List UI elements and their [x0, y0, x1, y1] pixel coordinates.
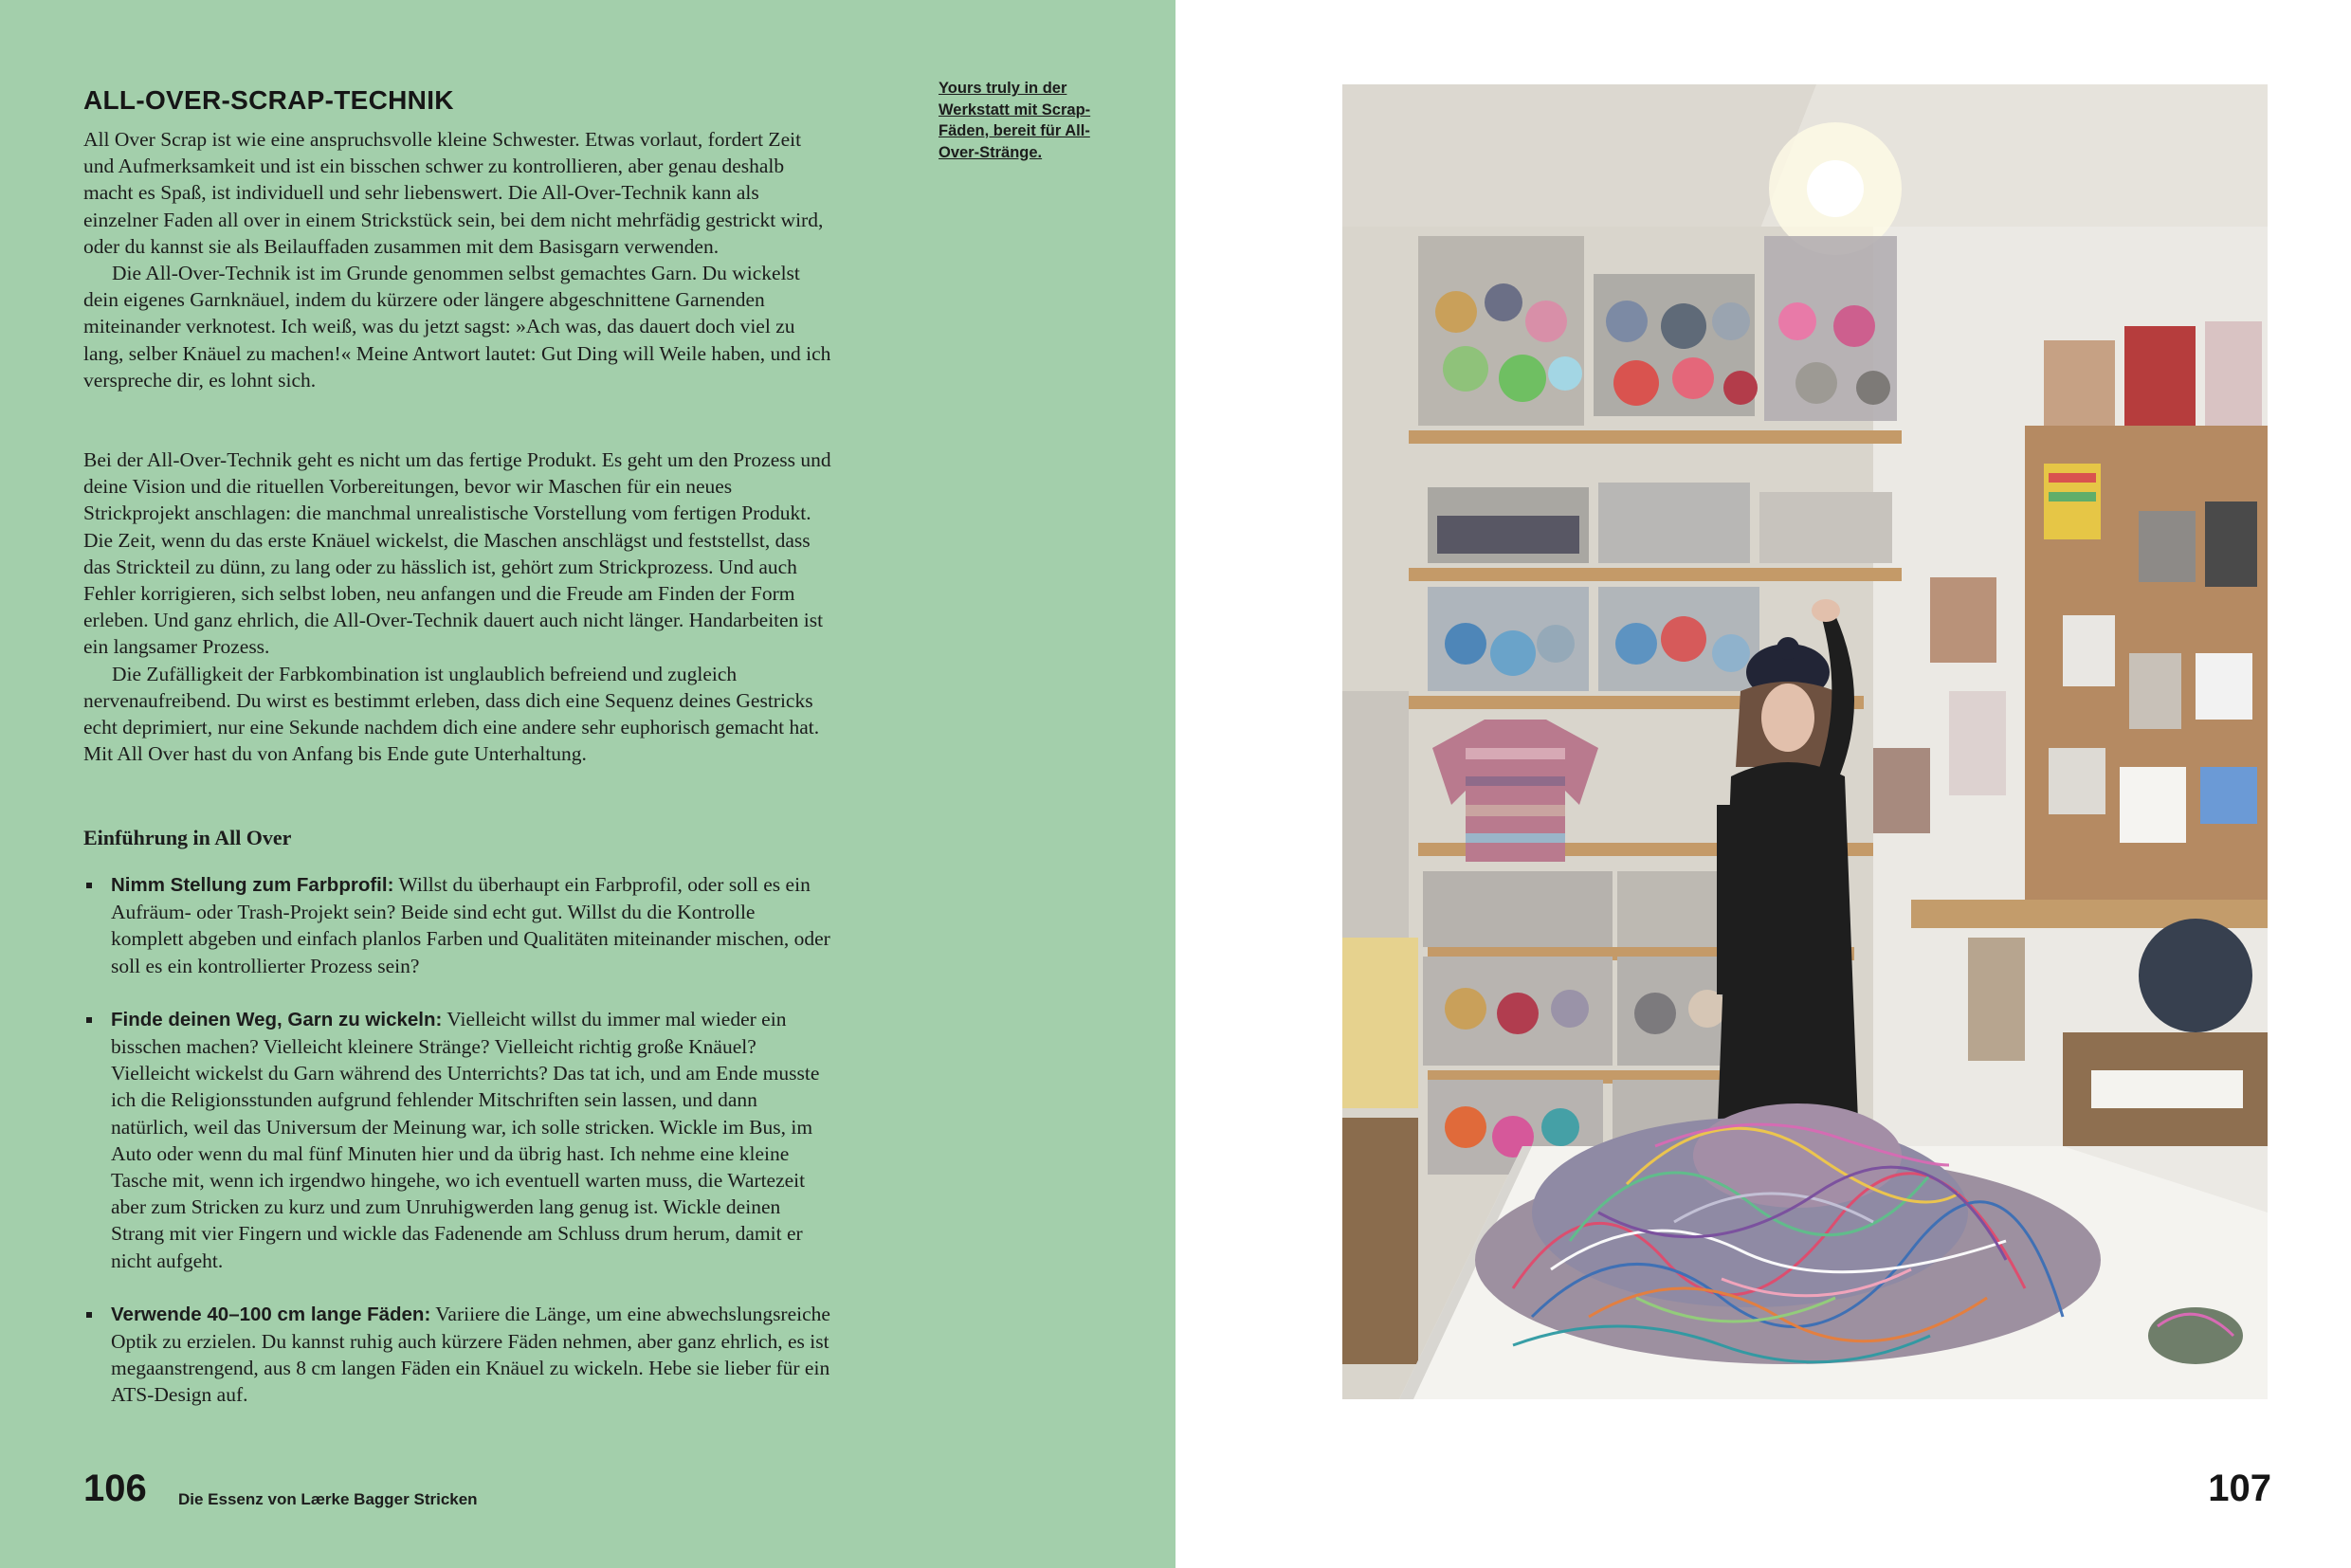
- tip-3-lead: Verwende 40–100 cm lange Fäden:: [111, 1303, 431, 1325]
- photo-caption: Yours truly in der Werkstatt mit Scrap-Fäden, bereit für All-Over-Stränge.: [939, 80, 1091, 161]
- intro-paragraph-1: [83, 126, 832, 260]
- bullet-square-icon: [86, 883, 92, 888]
- tip-2-text: Vielleicht willst du immer mal wieder ein bisschen machen? Vielleicht kleinere Stränge? Vielleicht richtig große Knäuel? Vielleicht wickelst du Garn während des Unterrichts? Das tat ich, und am Ende musste ich die Religionsstunden aufgrund fehlender Mitschriften sein lassen, und dann natürlich, weil das Universum der Meinung war, ich solle stricken. Wickle im Bus, im Auto oder wenn du mal fünf Minuten hier und da übrig hast. Ich nehme eine kleine Tasche mit, wenn ich irgendwo hingehe, wo ich eventuell warten muss, die Wartezeit aber zum Stricken zu kurz und zum Unruhigwerden lang genug ist. Wickle deinen Strang mit vier Fingern und wickle das Fadenende am Schluss drum herum, damit er nicht aufgeht.: [111, 1007, 820, 1272]
- intro-paragraph-2-text: Die All-Over-Technik ist im Grunde genommen selbst gemachtes Garn. Du wickelst dein eigenes Garnknäuel, indem du kürzere oder längere abgeschnittene Garnenden miteinander verknotest. Ich weiß, was du jetzt sagst: »Ach was, das dauert doch viel zu lang, selber Knäuel zu machen!« Meine Antwort lautet: Gut Ding will Weile haben, und ich verspreche dir, es lohnt sich.: [83, 262, 831, 392]
- subheading: Einführung in All Over: [83, 826, 292, 849]
- process-paragraph-2: [83, 661, 832, 768]
- tip-item-1: [83, 871, 832, 979]
- tip-2-lead: Finde deinen Weg, Garn zu wickeln:: [111, 1008, 443, 1030]
- studio-photo: [1342, 84, 2268, 1399]
- running-title: Die Essenz von Lærke Bagger Stricken: [178, 1490, 478, 1508]
- intro-text: [83, 126, 832, 393]
- tips-list: [83, 871, 832, 1435]
- section-heading: ALL-OVER-SCRAP-TECHNIK: [83, 85, 454, 115]
- process-text: [83, 447, 832, 767]
- page-number-left: 106: [83, 1468, 147, 1509]
- intro-paragraph-1-text: All Over Scrap ist wie eine anspruchsvolle kleine Schwester. Etwas vorlaut, fordert Zeit und Aufmerksamkeit und ist ein bisschen schwer zu kontrollieren, aber genau deshalb macht es Spaß, ist individuell und sehr liebenswert. Die All-Over-Technik kann als einzelner Faden all over in einem Strickstück sein, bei dem nicht mehrfädig gestrickt wird, oder du kannst sie als Beilauffaden zusammen mit dem Basisgarn verwenden.: [83, 128, 824, 258]
- bullet-square-icon: [86, 1017, 92, 1023]
- bullet-square-icon: [86, 1312, 92, 1318]
- page-number-right: 107: [2208, 1468, 2271, 1509]
- tip-item-3: [83, 1301, 832, 1409]
- process-paragraph-1-text: Bei der All-Over-Technik geht es nicht um das fertige Produkt. Es geht um den Prozess und deine Vision und die rituellen Vorbereitungen, bevor wir Maschen für ein neues Strickprojekt anschlagen: die manchmal unrealistische Vorstellung vom fertigen Produkt. Die Zeit, wenn du das erste Knäuel wickelst, die Maschen anschlägst und feststellst, dass das Strickteil zu dünn, zu lang oder zu hässlich ist, gehört zum Strickprozess. Und auch Fehler korrigieren, sich selbst loben, neu anfangen und die Freude am Finden der Form erleben. Und ganz ehrlich, die All-Over-Technik dauert auch nicht länger. Handarbeiten ist ein langsamer Prozess.: [83, 448, 831, 659]
- tip-3-text: Variiere die Länge, um eine abwechslungsreiche Optik zu erzielen. Du kannst ruhig auch kürzere Fäden nehmen, aber ganz ehrlich, es ist megaanstrengend, aus 8 cm langen Fäden ein Knäuel zu wickeln. Hebe sie lieber für ein ATS-Design auf.: [111, 1302, 830, 1407]
- intro-paragraph-2: [83, 260, 832, 393]
- studio-photo-illustration: [1342, 84, 2268, 1399]
- tip-1-lead: Nimm Stellung zum Farbprofil:: [111, 874, 394, 896]
- process-paragraph-2-text: Die Zufälligkeit der Farbkombination ist unglaublich befreiend und zugleich nervenaufreibend. Du wirst es bestimmt erleben, dass dich eine Sequenz deines Gestricks echt deprimiert, nur eine Sekunde nachdem dich eine andere sehr euphorisch gemacht hat. Mit All Over hast du von Anfang bis Ende gute Unterhaltung.: [83, 662, 820, 766]
- tip-1-text: Willst du überhaupt ein Farbprofil, oder soll es ein Aufräum- oder Trash-Projekt sein? Beide sind echt gut. Willst du die Kontrolle komplett abgeben und einfach planlos Farben und Qualitäten miteinander mischen, oder soll es ein kontrollierter Prozess sein?: [111, 873, 830, 977]
- tip-item-2: [83, 1006, 832, 1274]
- process-paragraph-1: [83, 447, 832, 661]
